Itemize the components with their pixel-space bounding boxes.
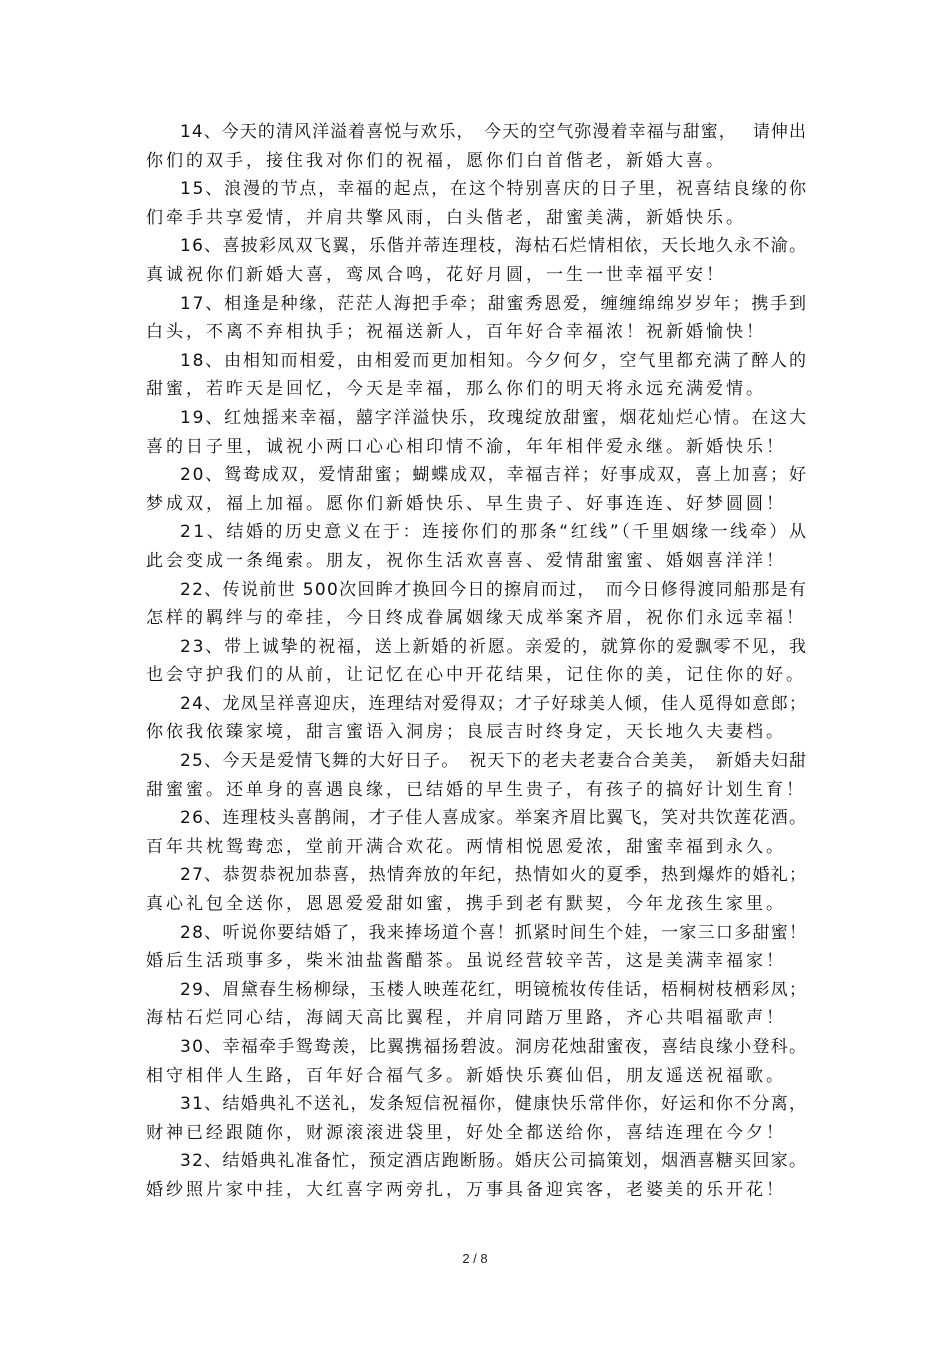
paragraph — [146, 232, 806, 289]
text-line: 19、红烛摇来幸福，囍字洋溢快乐，玫瑰绽放甜蜜，烟花灿烂心情。在这大 — [180, 407, 808, 428]
paragraph — [146, 576, 806, 633]
paragraph — [146, 747, 806, 804]
text-line: 真诚祝你们新婚大喜，鸾凤合鸣，花好月圆，一生一世幸福平安！ — [146, 264, 726, 285]
text-line: 22、传说前世 500次回眸才换回今日的擦肩而过， 而今日修得渡同船那是有 — [180, 579, 808, 600]
text-line: 24、龙凤呈祥喜迎庆，连理结对爱得双；才子好球美人倾，佳人觅得如意郎； — [180, 693, 808, 714]
paragraph — [146, 919, 806, 976]
text-line: 28、听说你要结婚了，我来捧场道个喜！抓紧时间生个娃，一家三口多甜蜜！ — [180, 922, 808, 943]
paragraph — [146, 1033, 806, 1090]
text-line: 婚后生活琐事多，柴米油盐酱醋茶。虽说经营较辛苦，这是美满幸福家！ — [146, 951, 786, 972]
text-line: 14、今天的清风洋溢着喜悦与欢乐， 今天的空气弥漫着幸福与甜蜜， 请伸出 — [180, 122, 808, 142]
text-line: 真心礼包全送你，恩恩爱爱甜如蜜，携手到老有默契，今年龙孩生家里。 — [146, 894, 786, 915]
page-number: 2 / 8 — [462, 1251, 488, 1266]
paragraph — [146, 804, 806, 861]
text-line: 26、连理枝头喜鹊闹，才子佳人喜成家。举案齐眉比翼飞，笑对共饮莲花酒。 — [180, 808, 808, 829]
paragraph — [146, 976, 806, 1033]
paragraph — [146, 1090, 806, 1147]
document-body — [146, 118, 809, 1205]
text-line: 也会守护我们的从前，让记忆在心中开花结果，记住你的美，记住你的好。 — [146, 665, 806, 686]
text-line: 21、结婚的历史意义在于：连接你们的那条“红线”（千里姻缘一线牵）从 — [180, 522, 809, 543]
text-line: 23、带上诚挚的祝福，送上新婚的祈愿。亲爱的，就算你的爱飘零不见，我 — [180, 636, 808, 657]
text-line: 白头，不离不弃相执手；祝福送新人，百年好合幸福浓！祝新婚愉快！ — [146, 322, 766, 343]
text-line: 婚纱照片家中挂，大红喜字两旁扎，万事具备迎宾客，老婆美的乐开花！ — [146, 1179, 786, 1200]
text-line: 30、幸福牵手鸳鸯羡，比翼携福扬碧波。洞房花烛甜蜜夜，喜结良缘小登科。 — [180, 1037, 808, 1057]
text-line: 百年共枕鸳鸯恋，堂前开满合欢花。两情相悦恩爱浓，甜蜜幸福到永久。 — [146, 836, 786, 857]
paragraph — [146, 290, 806, 347]
text-line: 财神已经跟随你，财源滚滚进袋里，好处全都送给你，喜结连理在今夕！ — [146, 1122, 786, 1143]
text-line: 你依我依臻家境，甜言蜜语入洞房；良辰吉时终身定，天长地久夫妻档。 — [146, 722, 786, 743]
paragraph — [146, 633, 806, 690]
text-line: 海枯石烂同心结，海阔天高比翼程，并肩同踏万里路，齐心共唱福歌声！ — [146, 1008, 786, 1029]
text-line: 25、今天是爱情飞舞的大好日子。 祝天下的老夫老妻合合美美， 新婚夫妇甜 — [180, 751, 808, 772]
paragraph — [146, 461, 806, 518]
paragraph — [146, 690, 806, 747]
text-line: 18、由相知而相爱，由相爱而更加相知。今夕何夕，空气里都充满了醉人的 — [180, 350, 808, 371]
text-line: 20、鸳鸯成双，爱情甜蜜；蝴蝶成双，幸福吉祥；好事成双，喜上加喜；好 — [180, 465, 808, 486]
text-line: 喜的日子里，诚祝小两口心心相印情不渝，年年相伴爱永继。新婚快乐！ — [146, 436, 786, 457]
text-line: 27、恭贺恭祝加恭喜，热情奔放的年纪，热情如火的夏季，热到爆炸的婚礼； — [180, 865, 808, 886]
text-line: 们牵手共享爱情，并肩共擎风雨，白头偕老，甜蜜美满，新婚快乐。 — [146, 207, 746, 228]
text-line: 31、结婚典礼不送礼，发条短信祝福你，健康快乐常伴你，好运和你不分离， — [180, 1094, 808, 1115]
paragraph — [146, 404, 806, 461]
text-line: 17、相逢是种缘，茫茫人海把手牵；甜蜜秀恩爱，缠缠绵绵岁岁年；携手到 — [180, 293, 808, 314]
text-line: 29、眉黛春生杨柳绿，玉楼人映莲花红，明镜梳妆传佳话，梧桐树枝栖彩凤； — [180, 979, 808, 1000]
text-line: 甜蜜，若昨天是回忆，今天是幸福，那么你们的明天将永远充满爱情。 — [146, 379, 766, 400]
text-line: 相守相伴人生路，百年好合福气多。新婚快乐赛仙侣，朋友遥送祝福歌。 — [146, 1065, 786, 1086]
text-line: 32、结婚典礼准备忙，预定酒店跑断肠。婚庆公司搞策划，烟酒喜糖买回家。 — [180, 1151, 808, 1172]
text-line: 你们的双手，接住我对你们的祝福，愿你们白首偕老，新婚大喜。 — [146, 150, 726, 171]
paragraph — [146, 347, 806, 404]
text-line: 此会变成一条绳索。朋友，祝你生活欢喜喜、爱情甜蜜蜜、婚姻喜洋洋！ — [146, 550, 786, 571]
paragraph — [146, 861, 806, 918]
paragraph — [146, 175, 806, 232]
text-line: 梦成双，福上加福。愿你们新婚快乐、早生贵子、好事连连、好梦圆圆！ — [146, 493, 786, 514]
paragraph — [146, 518, 809, 575]
text-line: 15、浪漫的节点，幸福的起点，在这个特别喜庆的日子里，祝喜结良缘的你 — [180, 179, 808, 200]
text-line: 16、喜披彩凤双飞翼，乐偕并蒂连理枝，海枯石烂情相依，天长地久永不渝。 — [180, 236, 808, 257]
paragraph — [146, 118, 806, 175]
paragraph — [146, 1147, 806, 1204]
text-line: 甜蜜蜜。还单身的喜遇良缘，已结婚的早生贵子，有孩子的搞好计划生育！ — [146, 779, 806, 800]
text-line: 怎样的羁绊与的牵挂，今日终成眷属姻缘天成举案齐眉，祝你们永远幸福！ — [146, 608, 806, 629]
